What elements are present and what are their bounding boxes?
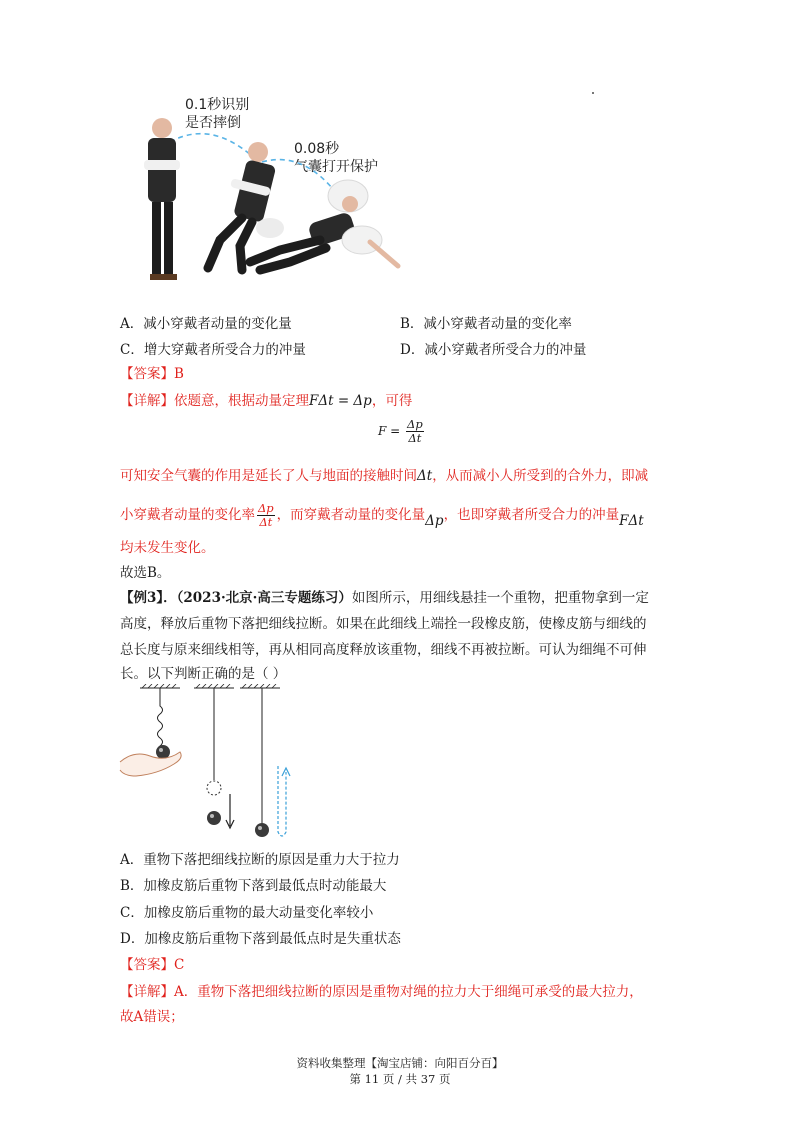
q2-explain-line1: 可知安全气囊的作用是延长了人与地面的接触时间Δt，从而减小人所受到的合外力，即减 [120,468,649,484]
q3-tag: 【例3】．（2023·北京·高三专题练习） [120,590,352,606]
q2-detail-suffix: ，可得 [371,393,413,409]
force-formula [378,418,426,445]
q2-detail-line [120,391,412,411]
q2-detail-prefix: 【详解】依题意，根据动量定理 [120,393,309,409]
q3-option-a: A．重物下落把细线拉断的原因是重力大于拉力 [120,852,400,868]
q3-stem-line4: 长。以下判断正确的是（ ） [120,666,287,682]
q3-stem-line2: 高度，释放后重物下落把细线拉断。如果在此细线上端拴一段橡皮筋，使橡皮筋与细线的 [120,616,647,632]
figure-label-recognize: 0.1秒识别 是否摔倒 [185,97,250,131]
q3-detail-line2: 故A错误； [120,1009,184,1025]
force-formula-fraction: $\frac{\Delta p}{\Delta t}$ [407,417,423,445]
force-formula-lhs: F = [378,424,401,438]
q3-option-d: D．加橡皮筋后重物下落到最低点时是失重状态 [120,931,401,947]
delta-t-symbol: Δt [417,468,433,484]
q2-option-d: D．减小穿戴者所受合力的冲量 [400,342,587,358]
airbag-figure [130,90,420,290]
momentum-theorem-formula: FΔt = Δp [309,393,372,409]
corner-dot [592,92,594,94]
q2-conclusion: 故选B。 [120,565,171,581]
q2-option-c: C．增大穿戴者所受合力的冲量 [120,342,306,358]
q2-explain-line2: 小穿戴者动量的变化率 $\frac{\Delta p}{\Delta t}$ ，而穿戴者动量的变化量Δp，也即穿戴者所受合力的冲量FΔt [120,501,644,529]
q2-option-a: A．减小穿戴者动量的变化量 [120,316,292,332]
q3-option-b: B．加橡皮筋后重物下落到最低点时动能最大 [120,878,387,894]
delta-p-symbol: Δp [425,513,444,529]
falling-person-illustration [130,90,420,290]
rubber-band-diagram [118,684,318,844]
q3-stem-line1: 【例3】．（2023·北京·高三专题练习）如图所示，用细线悬挂一个重物，把重物拿到一定 [120,590,649,606]
q3-stem-line3: 总长度与原来细线相等，再从相同高度释放该重物，细线不再被拉断。可认为细绳不可伸 [120,642,647,658]
impulse-symbol: FΔt [619,513,644,529]
q3-option-c: C．加橡皮筋后重物的最大动量变化率较小 [120,905,374,921]
footer-page-number: 第 11 页 / 共 37 页 [349,1072,451,1086]
q3-answer: 【答案】C [120,957,185,973]
footer-source: 资料收集整理【淘宝店铺：向阳百分百】 [296,1056,504,1070]
rubber-band-figure [118,684,318,844]
q2-explain-line3: 均未发生变化。 [120,540,215,556]
figure-label-airbag: 0.08秒 气囊打开保护 [294,141,378,175]
momentum-rate-fraction: $\frac{\Delta p}{\Delta t}$ [258,501,274,529]
q2-answer: 【答案】B [120,366,184,382]
q3-detail-line1: 【详解】A．重物下落把细线拉断的原因是重物对绳的拉力大于细绳可承受的最大拉力， [120,984,643,1000]
q2-option-b: B．减小穿戴者动量的变化率 [400,316,572,332]
